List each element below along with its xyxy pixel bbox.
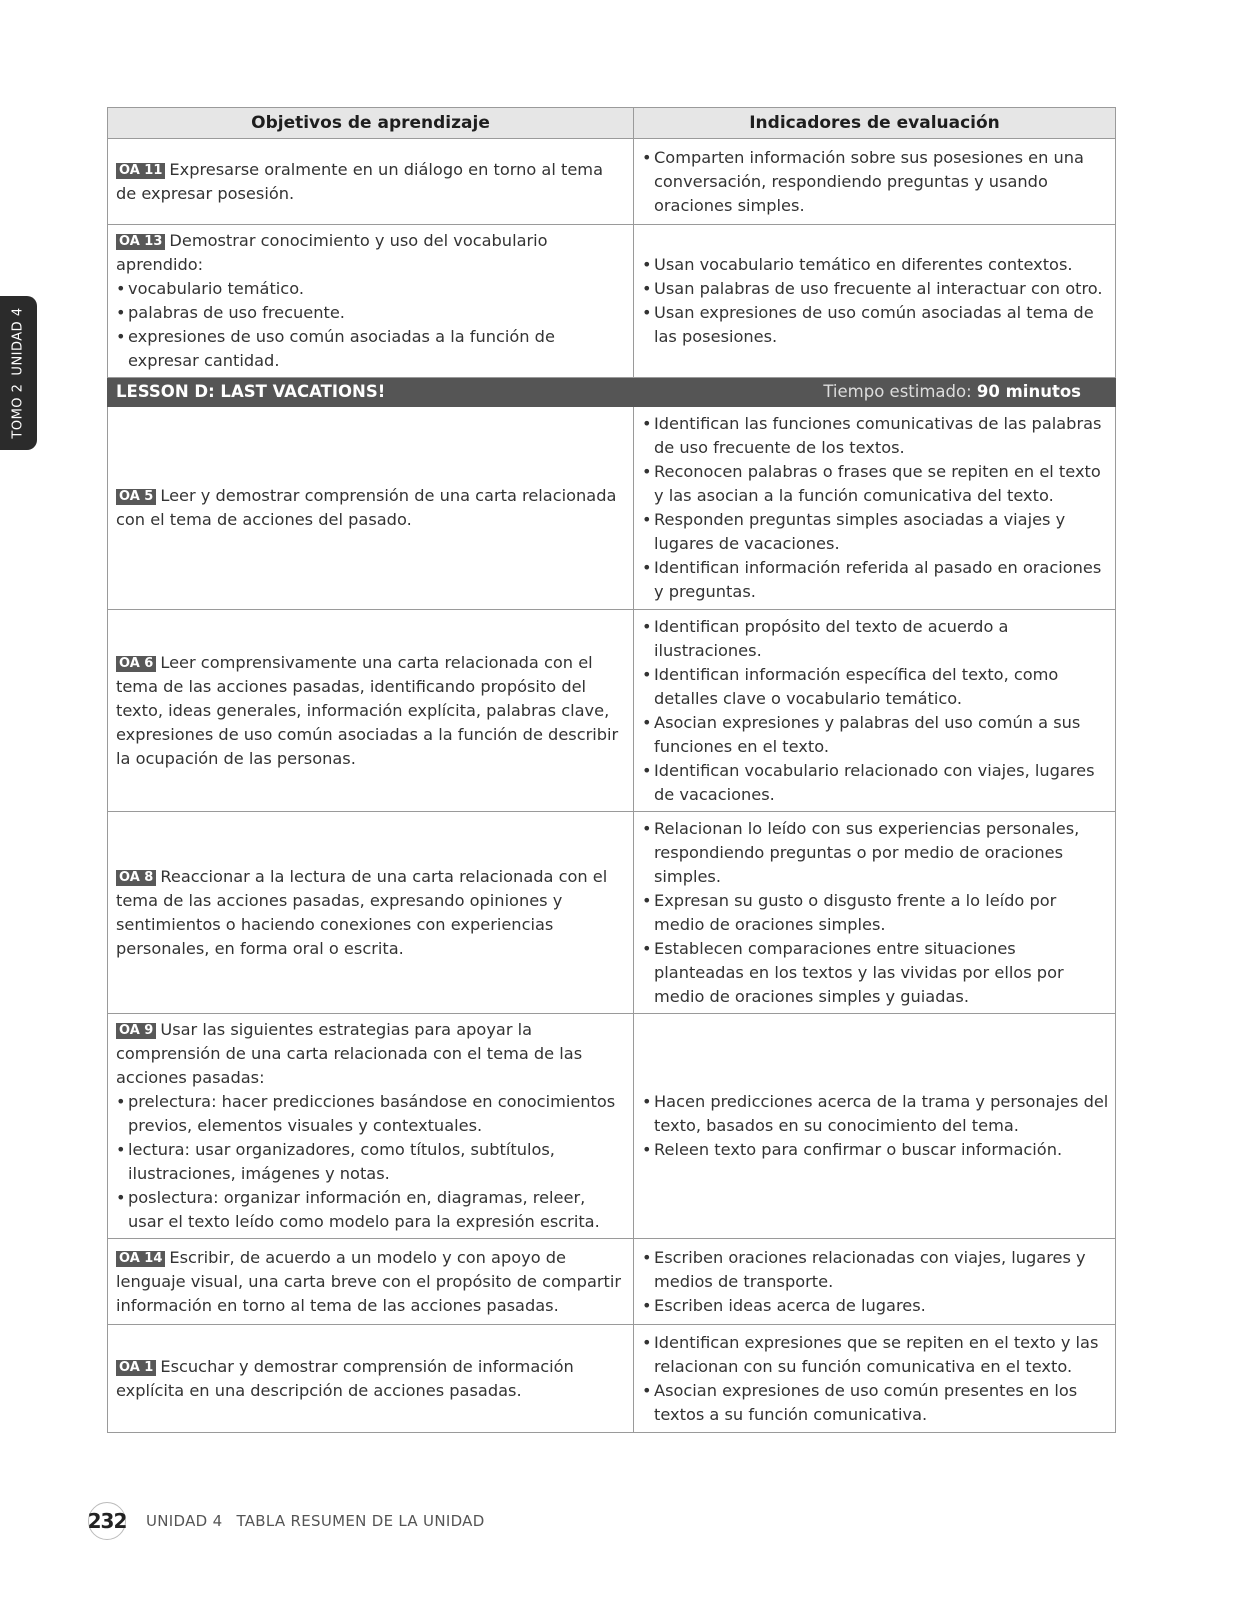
objective-bullet: • expresiones de uso común asociadas a la función de expresar cantidad.	[116, 325, 625, 373]
indicators-cell	[634, 139, 1116, 225]
objective-text	[116, 1246, 625, 1318]
indicator-list	[642, 1246, 1109, 1318]
indicator-item: • Comparten información sobre sus posesiones en una conversación, respondiendo preguntas y usando oraciones simples.	[642, 146, 1109, 218]
table-row	[108, 139, 1116, 225]
objective-text	[116, 1018, 625, 1090]
objective-bullet: • palabras de uso frecuente.	[116, 301, 625, 325]
objective-description: Reaccionar a la lectura de una carta relacionada con el tema de las acciones pasadas, expresando opiniones y sentimientos o haciendo conexiones con experiencias personales, en forma oral o escrita.	[116, 866, 608, 958]
indicator-list	[642, 817, 1109, 1009]
lesson-time	[823, 378, 1081, 406]
oa-badge: OA 8	[116, 870, 156, 886]
header-indicators: Indicadores de evaluación	[634, 108, 1116, 139]
indicator-item: • Identifican información específica del texto, como detalles clave o vocabulario temático.	[642, 663, 1109, 711]
objective-description: Escribir, de acuerdo a un modelo y con apoyo de lenguaje visual, una carta breve con el propósito de compartir información en torno al tema de las acciones pasadas.	[116, 1247, 622, 1315]
indicator-item: • Usan expresiones de uso común asociadas al tema de las posesiones.	[642, 301, 1109, 349]
page-footer	[88, 1503, 485, 1539]
objective-text	[116, 158, 625, 206]
objective-cell	[108, 610, 634, 812]
footer-unit: UNIDAD 4	[146, 1512, 223, 1530]
indicator-item: • Releen texto para confirmar o buscar información.	[642, 1138, 1109, 1162]
table-row	[108, 812, 1116, 1014]
indicator-item: • Hacen predicciones acerca de la trama y personajes del texto, basados en su conocimiento del tema.	[642, 1090, 1109, 1138]
objective-text	[116, 484, 625, 532]
lesson-row	[108, 378, 1116, 407]
oa-badge: OA 5	[116, 489, 156, 505]
rows-before-lesson	[108, 139, 1116, 378]
oa-badge: OA 9	[116, 1023, 156, 1039]
indicator-item: • Identifican expresiones que se repiten en el texto y las relacionan con su función comunicativa en el texto.	[642, 1331, 1109, 1379]
indicator-item: • Usan palabras de uso frecuente al interactuar con otro.	[642, 277, 1109, 301]
indicator-item: • Identifican información referida al pasado en oraciones y preguntas.	[642, 556, 1109, 604]
objective-bullet: • lectura: usar organizadores, como títulos, subtítulos, ilustraciones, imágenes y notas.	[116, 1138, 625, 1186]
footer-section: TABLA RESUMEN DE LA UNIDAD	[236, 1512, 485, 1530]
indicator-list	[642, 253, 1109, 349]
indicators-cell	[634, 1239, 1116, 1325]
indicator-item: • Escriben oraciones relacionadas con viajes, lugares y medios de transporte.	[642, 1246, 1109, 1294]
indicator-item: • Relacionan lo leído con sus experiencias personales, respondiendo preguntas o por medio de oraciones simples.	[642, 817, 1109, 889]
side-tab-label	[11, 303, 26, 442]
indicator-item: • Establecen comparaciones entre situaciones planteadas en los textos y las vividas por ellos por medio de oraciones simples y guiadas.	[642, 937, 1109, 1009]
oa-badge: OA 1	[116, 1360, 156, 1376]
objective-text	[116, 229, 625, 277]
objective-bullets	[116, 1090, 625, 1234]
table-row	[108, 407, 1116, 610]
indicator-item: • Identifican las funciones comunicativas de las palabras de uso frecuente de los textos.	[642, 412, 1109, 460]
indicator-list	[642, 412, 1109, 604]
lesson-title: LESSON D: LAST VACATIONS!	[116, 382, 386, 401]
oa-badge: OA 14	[116, 1251, 165, 1267]
objective-cell	[108, 812, 634, 1014]
objective-bullet: • vocabulario temático.	[116, 277, 625, 301]
objective-cell	[108, 407, 634, 610]
objective-cell	[108, 225, 634, 378]
indicator-item: • Reconocen palabras o frases que se repiten en el texto y las asocian a la función comunicativa del texto.	[642, 460, 1109, 508]
footer-text	[146, 1512, 485, 1530]
objective-bullets	[116, 277, 625, 373]
indicator-list	[642, 1090, 1109, 1162]
objective-description: Escuchar y demostrar comprensión de información explícita en una descripción de acciones pasadas.	[116, 1356, 574, 1400]
indicators-cell	[634, 225, 1116, 378]
side-tab-tomo: TOMO 2	[10, 383, 26, 439]
lesson-time-label: Tiempo estimado:	[823, 382, 972, 401]
objective-description: Usar las siguientes estrategias para apoyar la comprensión de una carta relacionada con el tema de las acciones pasadas:	[116, 1020, 583, 1087]
objective-bullet: • poslectura: organizar información en, diagramas, releer, usar el texto leído como modelo para la expresión escrita.	[116, 1186, 625, 1234]
table-row	[108, 610, 1116, 812]
indicators-cell	[634, 407, 1116, 610]
objective-text	[116, 1355, 625, 1403]
indicator-item: • Expresan su gusto o disgusto frente a lo leído por medio de oraciones simples.	[642, 889, 1109, 937]
objective-bullet: • prelectura: hacer predicciones basándose en conocimientos previos, elementos visuales y contextuales.	[116, 1090, 625, 1138]
side-tab-unidad: UNIDAD 4	[10, 307, 26, 376]
header-objectives: Objetivos de aprendizaje	[108, 108, 634, 139]
indicators-cell	[634, 812, 1116, 1014]
objective-cell	[108, 1325, 634, 1433]
indicators-cell	[634, 610, 1116, 812]
indicators-cell	[634, 1014, 1116, 1239]
objective-description: Leer y demostrar comprensión de una carta relacionada con el tema de acciones del pasado.	[116, 486, 617, 529]
objective-cell	[108, 1014, 634, 1239]
indicator-item: • Escriben ideas acerca de lugares.	[642, 1294, 1109, 1318]
table-row	[108, 1325, 1116, 1433]
indicator-item: • Responden preguntas simples asociadas a viajes y lugares de vacaciones.	[642, 508, 1109, 556]
lesson-banner	[108, 378, 1116, 407]
indicator-item: • Identifican propósito del texto de acuerdo a ilustraciones.	[642, 615, 1109, 663]
oa-badge: OA 6	[116, 656, 156, 672]
indicators-cell	[634, 1325, 1116, 1433]
lesson-time-value: 90 minutos	[976, 382, 1081, 401]
oa-badge: OA 13	[116, 234, 165, 250]
rows-after-lesson	[108, 407, 1116, 1433]
objective-cell	[108, 139, 634, 225]
objective-description: Expresarse oralmente en un diálogo en torno al tema de expresar posesión.	[116, 159, 603, 203]
indicator-item: • Usan vocabulario temático en diferentes contextos.	[642, 253, 1109, 277]
table-header-row	[108, 108, 1116, 139]
table-row	[108, 1014, 1116, 1239]
objective-description: Demostrar conocimiento y uso del vocabulario aprendido:	[116, 231, 548, 274]
objective-text	[116, 651, 625, 771]
indicator-item: • Asocian expresiones y palabras del uso común a sus funciones en el texto.	[642, 711, 1109, 759]
objective-text	[116, 865, 625, 961]
summary-table	[107, 107, 1116, 1433]
objective-cell	[108, 1239, 634, 1325]
indicator-list	[642, 1331, 1109, 1427]
table-row	[108, 225, 1116, 378]
indicator-item: • Identifican vocabulario relacionado con viajes, lugares de vacaciones.	[642, 759, 1109, 807]
table-row	[108, 1239, 1116, 1325]
oa-badge: OA 11	[116, 163, 165, 179]
indicator-item: • Asocian expresiones de uso común presentes en los textos a su función comunicativa.	[642, 1379, 1109, 1427]
indicator-list	[642, 615, 1109, 807]
page-number: 232	[88, 1502, 126, 1540]
indicator-list	[642, 146, 1109, 218]
objective-description: Leer comprensivamente una carta relacionada con el tema de las acciones pasadas, identificando propósito del texto, ideas generales, información explícita, palabras clave, expresiones de uso común asociadas a la función de describir la ocupación de las personas.	[116, 652, 619, 768]
